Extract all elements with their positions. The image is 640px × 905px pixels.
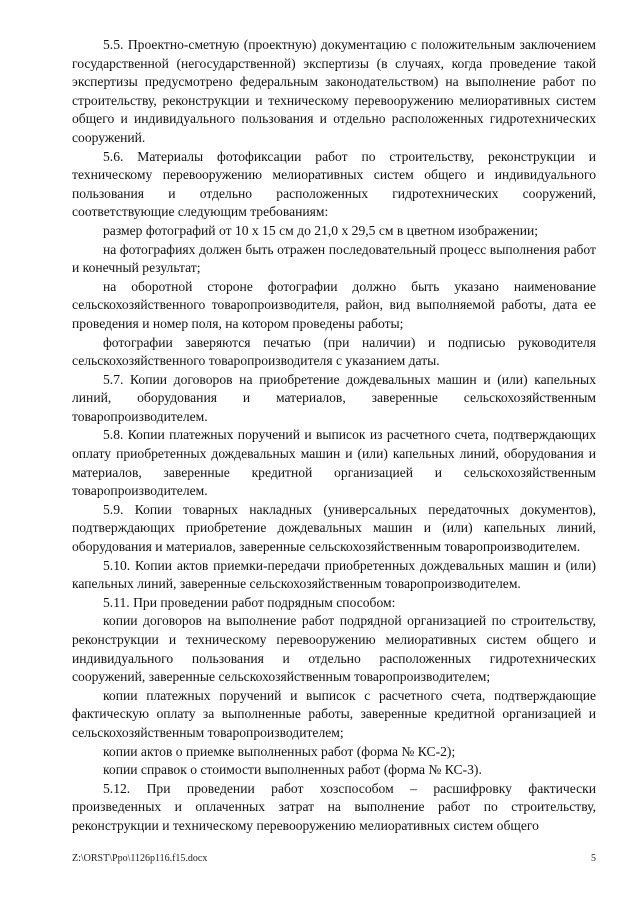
list-item-photo-stamp: фотографии заверяются печатью (при наличии) и подписью руководителя сельскохозяйственного товаропроизводителя с указанием даты. xyxy=(72,334,596,369)
paragraph-5-6: 5.6. Материалы фотофиксации работ по строительству, реконструкции и техническому перевооружению мелиоративных систем общего и индивидуального пользования и отдельно расположенных гидротехнических сооружений, соответствующие следующим требованиям: xyxy=(72,148,596,220)
list-item-contracts: копии договоров на выполнение работ подрядной организацией по строительству, реконструкции и техническому перевооружению мелиоративных систем общего и индивидуального пользования и отдельно расположенных гидротехнических сооружений, заверенные сельскохозяйственным товаропроизводителем; xyxy=(72,613,596,685)
page-number: 5 xyxy=(591,853,596,864)
list-item-ks3: копии справок о стоимости выполненных работ (форма № КС-3). xyxy=(103,762,482,778)
paragraph-5-11: 5.11. При проведении работ подрядным способом: xyxy=(103,594,396,610)
list-item-photo-process: на фотографиях должен быть отражен последовательный процесс выполнения работ и конечный результат; xyxy=(72,241,596,276)
paragraph-5-7: 5.7. Копии договоров на приобретение дождевальных машин и (или) капельных линий, оборудования и материалов, заверенные сельскохозяйственным товаропроизводителем. xyxy=(72,371,596,424)
paragraph-5-5: 5.5. Проектно-сметную (проектную) документацию с положительным заключением государственной (негосударственной) экспертизы (в случаях, когда проведение такой экспертизы предусмотрено федеральным законодательством) на выполнение работ по строительству, реконструкции и техническому перевооружению мелиоративных систем общего и индивидуального пользования и отдельно расположенных гидротехнических сооружений. xyxy=(72,37,596,145)
list-item-photo-back: на оборотной стороне фотографии должно быть указано наименование сельскохозяйственного товаропроизводителя, район, вид выполняемой работы, дата ее проведения и номер поля, на котором проведены работы; xyxy=(72,278,596,331)
list-item-photo-size: размер фотографий от 10 х 15 см до 21,0 х 29,5 см в цветном изображении; xyxy=(103,222,539,238)
paragraph-5-9: 5.9. Копии товарных накладных (универсальных передаточных документов), подтверждающих приобретение дождевальных машин и (или) капельных линий, оборудования и материалов, заверенные сельскохозяйственным товаропроизводителем. xyxy=(72,501,596,555)
paragraph-5-12: 5.12. При проведении работ хозспособом – расшифровку фактически произведенных и оплаченных затрат на выполнение работ по строительству, реконструкции и техническому перевооружению мелиоративных систем общего xyxy=(72,780,596,833)
list-item-payments: копии платежных поручений и выписок с расчетного счета, подтверждающие фактическую оплату за выполненные работы, заверенные кредитной организацией и сельскохозяйственным товаропроизводителем; xyxy=(72,687,596,740)
list-item-ks2: копии актов о приемке выполненных работ (форма № КС-2); xyxy=(103,743,456,759)
paragraph-5-8: 5.8. Копии платежных поручений и выписок из расчетного счета, подтверждающих оплату приобретенных дождевальных машин и (или) капельных линий, оборудования и материалов, заверенные кредитной организацией и сельскохозяйственным товаропроизводителем. xyxy=(72,427,596,499)
paragraph-5-10: 5.10. Копии актов приемки-передачи приобретенных дождевальных машин и (или) капельных линий, заверенные сельскохозяйственным товаропроизводителем. xyxy=(72,557,596,592)
document-body xyxy=(72,36,596,836)
file-path: Z:\ORST\Ppo\1126p116.f15.docx xyxy=(72,853,208,864)
